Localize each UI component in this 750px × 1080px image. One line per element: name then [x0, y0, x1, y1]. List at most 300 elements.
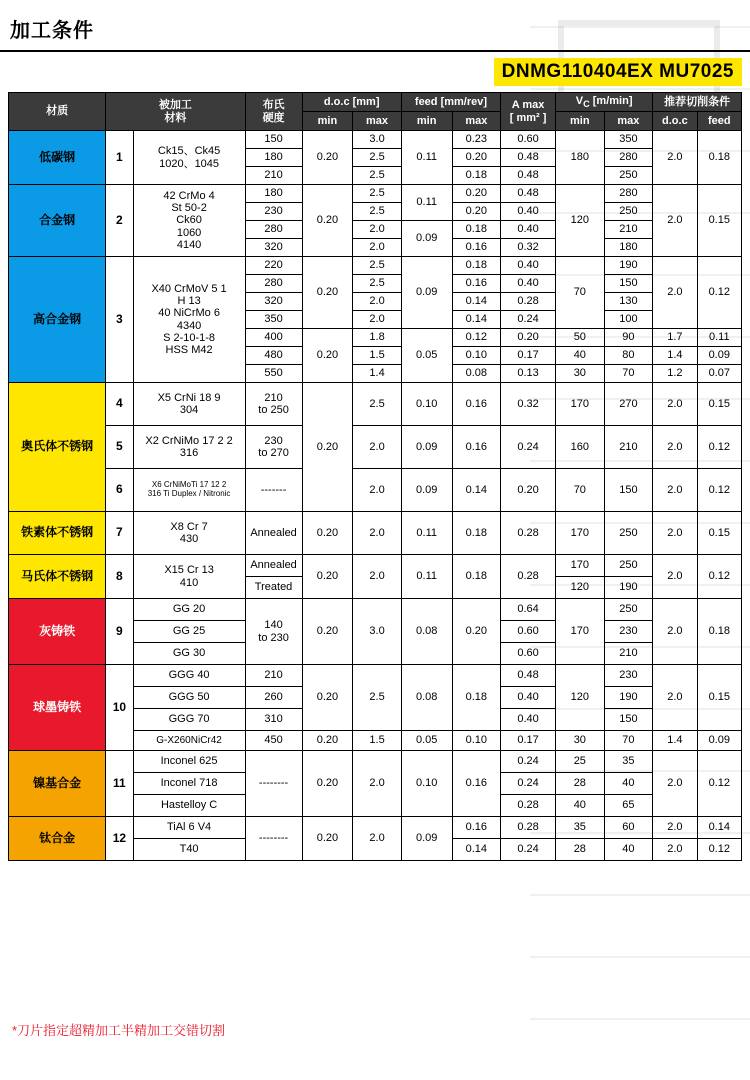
table-header [9, 93, 742, 131]
material-line: Ck15、Ck45 [157, 145, 221, 158]
vc-min: 120 [556, 577, 605, 599]
material-line: St 50-2 [171, 202, 207, 215]
rec-feed: 0.07 [697, 365, 741, 383]
feed-max: 0.20 [452, 203, 501, 221]
th-amax [501, 93, 556, 131]
rec-feed: 0.18 [697, 599, 741, 665]
rec-doc: 2.0 [653, 426, 697, 469]
doc-max: 2.5 [353, 383, 402, 426]
vc-max: 35 [604, 751, 653, 773]
feed-max: 0.16 [452, 239, 501, 257]
th-material-quality: 材质 [9, 93, 106, 131]
doc-min: 0.20 [302, 329, 353, 383]
group-number: 8 [106, 555, 133, 599]
vc-min: 35 [556, 817, 605, 839]
feed-min: 0.09 [401, 257, 452, 329]
amax-value: 0.60 [501, 131, 556, 149]
hardness-value: -------- [245, 751, 302, 817]
rec-doc: 2.0 [653, 665, 697, 731]
vc-min: 160 [556, 426, 605, 469]
hardness-value: 180 [245, 149, 302, 167]
vc-min: 180 [556, 131, 605, 185]
material-line: Inconel 625 [133, 751, 245, 773]
feed-min: 0.10 [401, 383, 452, 426]
feed-min: 0.09 [401, 426, 452, 469]
rec-feed: 0.15 [697, 512, 741, 555]
material-line: 316 [179, 447, 199, 459]
feed-max: 0.23 [452, 131, 501, 149]
vc-min: 120 [556, 665, 605, 731]
hardness-line: 210 [264, 391, 283, 404]
rec-feed: 0.12 [697, 751, 741, 817]
hardness-value: 400 [245, 329, 302, 347]
amax-value: 0.32 [501, 383, 556, 426]
group-number: 3 [106, 257, 133, 383]
th-hardness-line1: 布氏 [262, 99, 285, 112]
th-vc-label: V [575, 94, 584, 107]
rec-doc: 2.0 [653, 257, 697, 329]
material-line: GGG 40 [133, 665, 245, 687]
vc-max: 230 [604, 621, 653, 643]
hardness-value: 220 [245, 257, 302, 275]
hardness-value: 310 [245, 709, 302, 731]
group-label-austenitic-stainless: 奥氏体不锈钢 [9, 383, 106, 512]
doc-max: 2.0 [353, 751, 402, 817]
amax-value: 0.32 [501, 239, 556, 257]
vc-max: 150 [604, 275, 653, 293]
rec-doc: 2.0 [653, 817, 697, 839]
doc-max: 2.5 [353, 167, 402, 185]
material-line: GG 30 [133, 643, 245, 665]
feed-max: 0.16 [452, 426, 501, 469]
feed-max: 0.20 [452, 599, 501, 665]
table-row [9, 257, 742, 275]
feed-min: 0.08 [401, 599, 452, 665]
table-row [9, 665, 742, 687]
hardness-value: ------- [245, 469, 302, 512]
th-recommend: 推荐切削条件 [653, 93, 742, 112]
material-line: H 13 [177, 295, 201, 308]
vc-min: 170 [556, 383, 605, 426]
doc-max: 3.0 [353, 131, 402, 149]
amax-value: 0.17 [501, 347, 556, 365]
hardness-value: 230 [245, 203, 302, 221]
doc-max: 2.0 [353, 311, 402, 329]
doc-min: 0.20 [302, 731, 353, 751]
group-number: 11 [106, 751, 133, 817]
doc-max: 2.5 [353, 149, 402, 167]
material-list [133, 131, 245, 185]
amax-value: 0.48 [501, 185, 556, 203]
th-workpiece-line1: 被加工 [158, 99, 192, 112]
th-feed-min: min [401, 112, 452, 131]
rec-doc: 2.0 [653, 131, 697, 185]
rec-feed: 0.15 [697, 383, 741, 426]
doc-min: 0.20 [302, 257, 353, 329]
rec-feed: 0.15 [697, 185, 741, 257]
vc-max: 280 [604, 185, 653, 203]
hardness-value: 320 [245, 239, 302, 257]
material-list [133, 512, 245, 555]
doc-min: 0.20 [302, 817, 353, 861]
vc-max: 190 [604, 687, 653, 709]
group-number: 9 [106, 599, 133, 665]
doc-max: 2.0 [353, 221, 402, 239]
rec-feed: 0.12 [697, 257, 741, 329]
material-list [133, 426, 245, 469]
table-row [9, 131, 742, 149]
hardness-value [245, 599, 302, 665]
doc-min: 0.20 [302, 665, 353, 731]
amax-value: 0.40 [501, 275, 556, 293]
group-label-martensitic-stainless: 马氏体不锈钢 [9, 555, 106, 599]
amax-value: 0.28 [501, 293, 556, 311]
feed-min: 0.11 [401, 555, 452, 599]
vc-min: 170 [556, 599, 605, 665]
feed-min: 0.11 [401, 512, 452, 555]
title-divider [0, 50, 750, 52]
rec-feed: 0.09 [697, 731, 741, 751]
material-line: G-X260NiCr42 [133, 731, 245, 751]
material-line: 410 [179, 576, 199, 589]
hardness-line: 230 [264, 434, 283, 447]
amax-value: 0.28 [501, 512, 556, 555]
material-line: GGG 50 [133, 687, 245, 709]
doc-min: 0.20 [302, 185, 353, 257]
amax-value: 0.28 [501, 555, 556, 599]
rec-feed: 0.14 [697, 817, 741, 839]
feed-max: 0.14 [452, 469, 501, 512]
feed-max: 0.16 [452, 383, 501, 426]
feed-min: 0.11 [401, 185, 452, 221]
vc-max: 350 [604, 131, 653, 149]
th-vc-min: min [556, 112, 605, 131]
feed-min: 0.05 [401, 731, 452, 751]
doc-min: 0.20 [302, 131, 353, 185]
feed-max: 0.20 [452, 185, 501, 203]
vc-min: 28 [556, 773, 605, 795]
th-vc-units: [m/min] [592, 94, 633, 107]
vc-max: 40 [604, 839, 653, 861]
feed-max: 0.18 [452, 257, 501, 275]
hardness-value: 550 [245, 365, 302, 383]
rec-doc: 2.0 [653, 599, 697, 665]
vc-max: 210 [604, 643, 653, 665]
amax-value: 0.24 [501, 751, 556, 773]
feed-max: 0.20 [452, 149, 501, 167]
hardness-value: 210 [245, 167, 302, 185]
product-badge: DNMG110404EX MU7025 [494, 58, 742, 86]
doc-min: 0.20 [302, 555, 353, 599]
material-line: 1020、1045 [159, 157, 220, 170]
group-label-gray-cast-iron: 灰铸铁 [9, 599, 106, 665]
doc-max: 2.5 [353, 275, 402, 293]
rec-doc: 1.4 [653, 347, 697, 365]
rec-doc: 1.7 [653, 329, 697, 347]
feed-min: 0.09 [401, 817, 452, 861]
rec-feed: 0.12 [697, 555, 741, 599]
vc-min: 40 [556, 347, 605, 365]
amax-value: 0.24 [501, 426, 556, 469]
amax-value: 0.40 [501, 221, 556, 239]
th-workpiece-line2: 材料 [164, 111, 187, 124]
amax-value: 0.20 [501, 469, 556, 512]
material-line: HSS M42 [165, 343, 213, 356]
feed-min: 0.05 [401, 329, 452, 383]
feed-max: 0.16 [452, 817, 501, 839]
doc-max: 1.8 [353, 329, 402, 347]
th-vc-max: max [604, 112, 653, 131]
material-line: 430 [179, 533, 199, 545]
amax-value: 0.24 [501, 839, 556, 861]
table-body [9, 131, 742, 861]
th-doc-min: min [302, 112, 353, 131]
th-amax-line1: A max [511, 99, 545, 112]
hardness-value: 350 [245, 311, 302, 329]
group-number: 7 [106, 512, 133, 555]
rec-doc: 2.0 [653, 512, 697, 555]
table-row [9, 185, 742, 203]
hardness-value: 150 [245, 131, 302, 149]
material-list [133, 185, 245, 257]
vc-max: 250 [604, 203, 653, 221]
vc-max: 40 [604, 773, 653, 795]
rec-doc: 2.0 [653, 839, 697, 861]
vc-max: 180 [604, 239, 653, 257]
vc-min: 170 [556, 512, 605, 555]
hardness-value: 280 [245, 275, 302, 293]
material-line: TiAl 6 V4 [133, 817, 245, 839]
vc-max: 70 [604, 731, 653, 751]
vc-max: 190 [604, 257, 653, 275]
vc-max: 190 [604, 577, 653, 599]
table-row [9, 383, 742, 426]
doc-max: 1.4 [353, 365, 402, 383]
hardness-value: -------- [245, 817, 302, 861]
doc-max: 2.0 [353, 512, 402, 555]
vc-max: 80 [604, 347, 653, 365]
amax-value: 0.20 [501, 329, 556, 347]
doc-max: 2.0 [353, 555, 402, 599]
th-hardness-line2: 硬度 [262, 111, 285, 124]
material-line: GG 25 [133, 621, 245, 643]
doc-max: 2.0 [353, 817, 402, 861]
material-line: S 2-10-1-8 [163, 331, 216, 344]
doc-min: 0.20 [302, 383, 353, 512]
group-label-titanium-alloy: 钛合金 [9, 817, 106, 861]
material-line: X8 Cr 7 [170, 520, 208, 533]
group-number: 12 [106, 817, 133, 861]
vc-max: 250 [604, 167, 653, 185]
rec-feed: 0.12 [697, 469, 741, 512]
feed-max: 0.18 [452, 512, 501, 555]
rec-doc: 2.0 [653, 383, 697, 426]
amax-value: 0.48 [501, 665, 556, 687]
vc-min: 25 [556, 751, 605, 773]
feed-min: 0.09 [401, 221, 452, 257]
doc-min: 0.20 [302, 751, 353, 817]
group-label-high-alloy-steel: 高合金钢 [9, 257, 106, 383]
feed-min: 0.08 [401, 665, 452, 731]
feed-min: 0.09 [401, 469, 452, 512]
th-workpiece [106, 93, 245, 131]
doc-min: 0.20 [302, 599, 353, 665]
feed-max: 0.12 [452, 329, 501, 347]
amax-value: 0.60 [501, 621, 556, 643]
feed-max: 0.16 [452, 751, 501, 817]
amax-value: 0.48 [501, 149, 556, 167]
hardness-line: to 250 [258, 404, 289, 416]
feed-max: 0.18 [452, 221, 501, 239]
feed-max: 0.14 [452, 311, 501, 329]
machining-conditions-table [8, 92, 742, 861]
vc-max: 250 [604, 555, 653, 577]
material-line: 4140 [176, 238, 202, 251]
group-number: 10 [106, 665, 133, 751]
rec-doc: 2.0 [653, 751, 697, 817]
rec-feed: 0.11 [697, 329, 741, 347]
vc-max: 130 [604, 293, 653, 311]
doc-max: 1.5 [353, 347, 402, 365]
rec-doc: 1.2 [653, 365, 697, 383]
material-line: Ck60 [176, 214, 202, 227]
material-line: X6 CrNiMoTi 17 12 2 [151, 480, 227, 490]
vc-max: 210 [604, 426, 653, 469]
doc-max: 2.0 [353, 426, 402, 469]
doc-max: 3.0 [353, 599, 402, 665]
rec-doc: 2.0 [653, 185, 697, 257]
th-vc [556, 93, 653, 112]
material-list [133, 469, 245, 512]
material-line: 4340 [176, 319, 202, 332]
doc-max: 2.5 [353, 257, 402, 275]
amax-value: 0.24 [501, 773, 556, 795]
rec-feed: 0.09 [697, 347, 741, 365]
material-line: 40 NiCrMo 6 [158, 307, 220, 320]
hardness-line: 140 [264, 619, 283, 632]
group-number: 5 [106, 426, 133, 469]
feed-max: 0.10 [452, 731, 501, 751]
material-line: 42 CrMo 4 [163, 190, 215, 203]
vc-max: 150 [604, 709, 653, 731]
vc-min: 30 [556, 731, 605, 751]
amax-value: 0.17 [501, 731, 556, 751]
material-line: GGG 70 [133, 709, 245, 731]
group-label-low-carbon-steel: 低碳钢 [9, 131, 106, 185]
group-label-alloy-steel: 合金钢 [9, 185, 106, 257]
hardness-value [245, 383, 302, 426]
feed-max: 0.14 [452, 293, 501, 311]
material-list [133, 555, 245, 599]
feed-max: 0.10 [452, 347, 501, 365]
hardness-value: Annealed [245, 512, 302, 555]
hardness-value: 280 [245, 221, 302, 239]
th-feed: feed [mm/rev] [401, 93, 500, 112]
material-list [133, 383, 245, 426]
hardness-value: 480 [245, 347, 302, 365]
feed-max: 0.08 [452, 365, 501, 383]
table-row [9, 555, 742, 577]
material-line: X15 Cr 13 [164, 564, 214, 577]
material-line: Inconel 718 [133, 773, 245, 795]
hardness-value: 210 [245, 665, 302, 687]
amax-value: 0.28 [501, 817, 556, 839]
hardness-line: to 270 [258, 447, 289, 459]
doc-max: 2.0 [353, 239, 402, 257]
table-row [9, 512, 742, 555]
vc-max: 150 [604, 469, 653, 512]
vc-min: 40 [556, 795, 605, 817]
rec-feed: 0.15 [697, 665, 741, 731]
vc-max: 230 [604, 665, 653, 687]
feed-min: 0.10 [401, 751, 452, 817]
hardness-line: to 230 [258, 631, 289, 644]
vc-max: 90 [604, 329, 653, 347]
feed-max: 0.14 [452, 839, 501, 861]
table-row [9, 426, 742, 469]
amax-value: 0.48 [501, 167, 556, 185]
material-line: 304 [179, 404, 199, 416]
table-row [9, 751, 742, 773]
rec-doc: 2.0 [653, 555, 697, 599]
feed-max: 0.18 [452, 665, 501, 731]
group-number: 1 [106, 131, 133, 185]
rec-feed: 0.12 [697, 839, 741, 861]
material-line: X40 CrMoV 5 1 [151, 283, 227, 296]
vc-max: 250 [604, 599, 653, 621]
doc-max: 2.5 [353, 185, 402, 203]
material-line: 1060 [176, 226, 202, 239]
group-label-nickel-alloy: 镍基合金 [9, 751, 106, 817]
feed-max: 0.18 [452, 555, 501, 599]
vc-max: 60 [604, 817, 653, 839]
doc-max: 2.5 [353, 203, 402, 221]
th-vc-sub: C [583, 99, 590, 110]
vc-min: 70 [556, 257, 605, 329]
doc-max: 2.0 [353, 293, 402, 311]
material-line: X5 CrNi 18 9 [157, 391, 221, 404]
footnote: *刀片指定超精加工半精加工交错切割 [12, 1023, 226, 1038]
vc-max: 65 [604, 795, 653, 817]
vc-max: 70 [604, 365, 653, 383]
vc-max: 250 [604, 512, 653, 555]
doc-max: 2.5 [353, 665, 402, 731]
group-label-ferritic-stainless: 铁素体不锈钢 [9, 512, 106, 555]
feed-max: 0.16 [452, 275, 501, 293]
group-number: 2 [106, 185, 133, 257]
group-number: 6 [106, 469, 133, 512]
table-row [9, 817, 742, 839]
hardness-value: 320 [245, 293, 302, 311]
material-line: X2 CrNiMo 17 2 2 [145, 434, 233, 447]
page-title: 加工条件 [10, 20, 94, 42]
th-doc: d.o.c [mm] [302, 93, 401, 112]
amax-value: 0.28 [501, 795, 556, 817]
vc-min: 170 [556, 555, 605, 577]
feed-max: 0.18 [452, 167, 501, 185]
rec-feed: 0.12 [697, 426, 741, 469]
doc-max: 1.5 [353, 731, 402, 751]
amax-value: 0.24 [501, 311, 556, 329]
doc-min: 0.20 [302, 512, 353, 555]
hardness-value: 180 [245, 185, 302, 203]
material-line: 316 Ti Duplex / Nitronic [147, 489, 231, 498]
th-rec-feed: feed [697, 112, 741, 131]
table-row [9, 469, 742, 512]
th-amax-line2: [ mm² ] [509, 111, 547, 124]
hardness-value: 450 [245, 731, 302, 751]
amax-value: 0.60 [501, 643, 556, 665]
